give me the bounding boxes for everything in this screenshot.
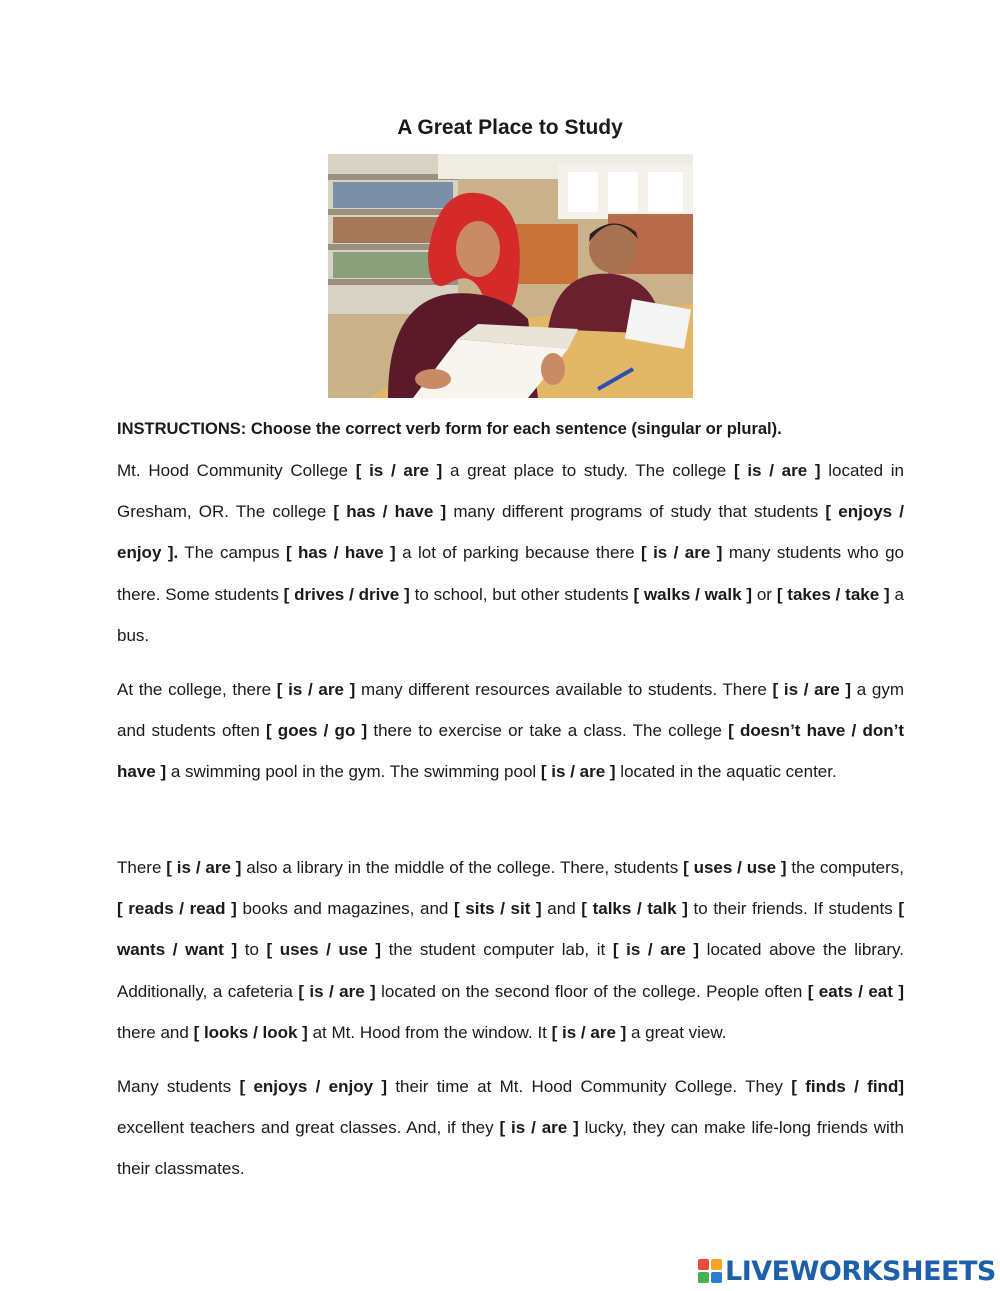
paragraph-2 [117,669,904,793]
verb-choice: [ doesn’t have / don’t have ] [117,721,904,782]
logo-mark-icon [698,1259,722,1283]
logo-tile [698,1272,709,1283]
verb-choice: [ is / are ] [166,858,242,877]
sentence-text: lucky, they can make life-long friends with their classmates. [117,1118,904,1179]
verb-choice: [ drives / drive ] [283,584,410,604]
sentence-text: many different programs of study that students [446,502,826,522]
paragraph-4 [117,1066,904,1190]
verb-choice: [ goes / go ] [265,721,368,741]
sentence-text: a lot of parking because there [395,543,641,563]
logo-tile [711,1259,722,1270]
sentence-text: the computers, [786,858,905,877]
instructions: INSTRUCTIONS: Choose the correct verb form for each sentence (singular or plural). [117,420,782,438]
verb-choice: [ is / are ] [612,940,700,960]
sentence-text: located in the aquatic center. [615,762,837,782]
sentence-text: there to exercise or take a class. The college [367,721,729,741]
verb-choice: [ reads / read ] [117,899,237,919]
logo-tile [698,1259,709,1270]
verb-choice: [ uses / use ] [683,858,787,877]
verb-choice: [ is / are ] [298,981,376,1001]
sentence-text: to [237,940,267,960]
sentence-text: at Mt. Hood from the window. It [307,1022,552,1042]
sentence-text: excellent teachers and great classes. And, if they [117,1118,500,1138]
worksheet-title: A Great Place to Study [397,116,623,139]
verb-choice: [ enjoys / enjoy ] [239,1077,388,1096]
verb-choice: [ is / are ] [355,461,443,480]
verb-choice: [ looks / look ] [193,1022,308,1042]
sentence-text: There [117,858,167,877]
verb-choice: [ is / are ] [540,762,616,782]
sentence-text: a swimming pool in the gym. The swimming pool [166,762,541,782]
students-studying-photo [328,154,693,398]
verb-choice: [ is / are ] [551,1022,627,1042]
sentence-text: there and [117,1022,194,1042]
verb-choice: [ uses / use ] [266,940,382,960]
sentence-text: also a library in the middle of the college. There, students [241,858,684,877]
sentence-text: The campus [178,543,286,563]
sentence-text: a bus. [117,584,904,645]
paragraph-3 [117,847,904,1053]
verb-choice: [ is / are ] [641,543,723,563]
sentence-text: located above the library. Additionally, a cafeteria [117,940,905,1001]
sentence-text: a gym and students often [117,680,904,741]
sentence-text: to their friends. If students [687,899,899,919]
sentence-text: and [541,899,582,919]
sentence-text: many students who go there. Some students [117,543,905,604]
verb-choice: [ has / have ] [285,543,396,563]
sentence-text: a great place to study. The college [442,461,734,480]
sentence-text: the student computer lab, it [381,940,613,960]
verb-choice: [ is / are ] [499,1118,579,1138]
verb-choice: [ enjoys / enjoy ]. [117,502,904,563]
verb-choice: [ has / have ] [333,502,447,522]
paragraph-1 [117,450,904,656]
sentence-text: or [752,584,777,604]
sentence-text: a great view. [626,1022,727,1042]
sentence-text: their time at Mt. Hood Community College. They [387,1077,792,1096]
verb-choice: [ is / are ] [733,461,821,480]
logo-text: LIVEWORKSHEETS [725,1255,996,1287]
sentence-text: Mt. Hood Community College [117,461,356,480]
verb-choice: [ is / are ] [276,680,356,699]
sentence-text: located in Gresham, OR. The college [117,461,905,522]
verb-choice: [ is / are ] [772,680,852,699]
verb-choice: [ wants / want ] [117,899,905,960]
sentence-text: At the college, there [117,680,277,699]
sentence-text: books and magazines, and [236,899,454,919]
verb-choice: [ takes / take ] [776,584,890,604]
sentence-text: many different resources available to students. There [355,680,773,699]
verb-choice: [ talks / talk ] [581,899,688,919]
verb-choice: [ finds / find] [791,1077,904,1096]
verb-choice: [ sits / sit ] [453,899,542,919]
verb-choice: [ walks / walk ] [633,584,753,604]
liveworksheets-logo [698,1256,996,1286]
logo-tile [711,1272,722,1283]
sentence-text: to school, but other students [409,584,634,604]
sentence-text: Many students [117,1077,240,1096]
verb-choice: [ eats / eat ] [807,981,905,1001]
sentence-text: located on the second floor of the college. People often [375,981,808,1001]
